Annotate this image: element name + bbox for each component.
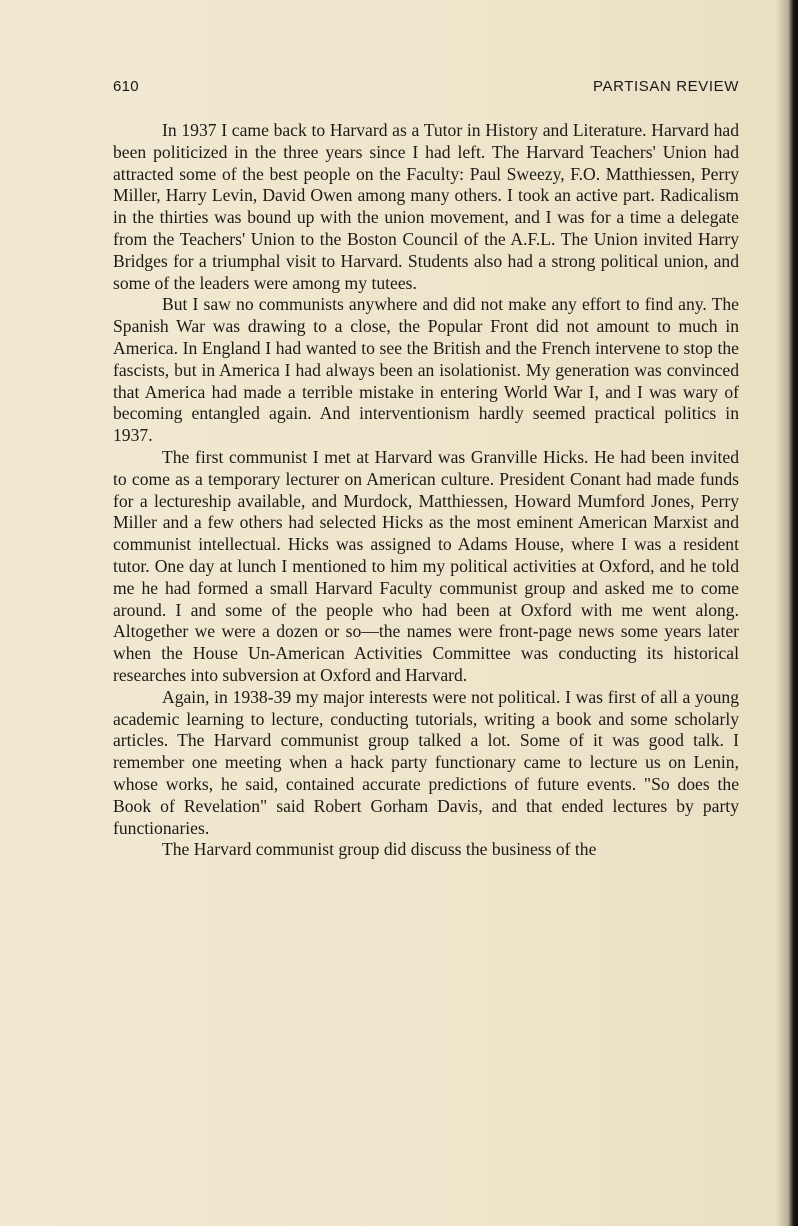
paragraph: The Harvard communist group did discuss the business of the xyxy=(162,839,597,860)
paragraph: But I saw no communists anywhere and did not make any effort to find any. The Spanish War was drawing to a close, the Popular Front did not amount to much in America. In England I had wanted to see the British and the French intervene to stop the fascists, but in America I had always been an isolationist. My generation was convinced that America had made a terrible mistake in entering World War I, and I was wary of becoming entangled again. And interventionism hardly seemed practical politics in 1937. xyxy=(113,294,739,446)
paragraph: In 1937 I came back to Harvard as a Tutor in History and Literature. Harvard had been politicized in the three years since I had left. The Harvard Teachers' Union had attracted some of the best people on the Faculty: Paul Sweezy, F.O. Matthiessen, Perry Miller, Harry Levin, David Owen among many others. I took an active part. Radicalism in the thirties was bound up with the union movement, and I was for a time a delegate from the Teachers' Union to the Boston Council of the A.F.L. The Union invited Harry Bridges for a triumphal visit to Harvard. Students also had a strong political union, and some of the leaders were among my tutees. xyxy=(113,120,739,293)
running-title: PARTISAN REVIEW xyxy=(593,78,739,95)
page-header xyxy=(113,78,739,102)
page-number: 610 xyxy=(113,78,139,95)
body-text xyxy=(113,120,739,861)
paragraph: The first communist I met at Harvard was Granville Hicks. He had been invited to come as a temporary lecturer on American culture. President Conant had made funds for a lectureship available, and Murdock, Matthiessen, Howard Mumford Jones, Perry Miller and a few others had selected Hicks as the most eminent American Marxist and communist intellectual. Hicks was assigned to Adams House, where I was a resident tutor. One day at lunch I mentioned to him my political activities at Oxford, and he told me he had formed a small Harvard Faculty communist group and asked me to come around. I and some of the people who had been at Oxford with me went along. Altogether we were a dozen or so—the names were front-page news some years later when the House Un-American Activities Committee was conducting its historical researches into subversion at Oxford and Harvard. xyxy=(113,446,739,685)
book-spine-shadow xyxy=(776,0,798,1226)
paragraph: Again, in 1938-39 my major interests were not political. I was first of all a young academic learning to lecture, conducting tutorials, writing a book and some scholarly articles. The Harvard communist group talked a lot. Some of it was good talk. I remember one meeting when a hack party functionary came to lecture us on Lenin, whose works, he said, contained accurate predictions of future events. "So does the Book of Revelation" said Robert Gorham Davis, and that ended lectures by party functionaries. xyxy=(113,686,739,838)
